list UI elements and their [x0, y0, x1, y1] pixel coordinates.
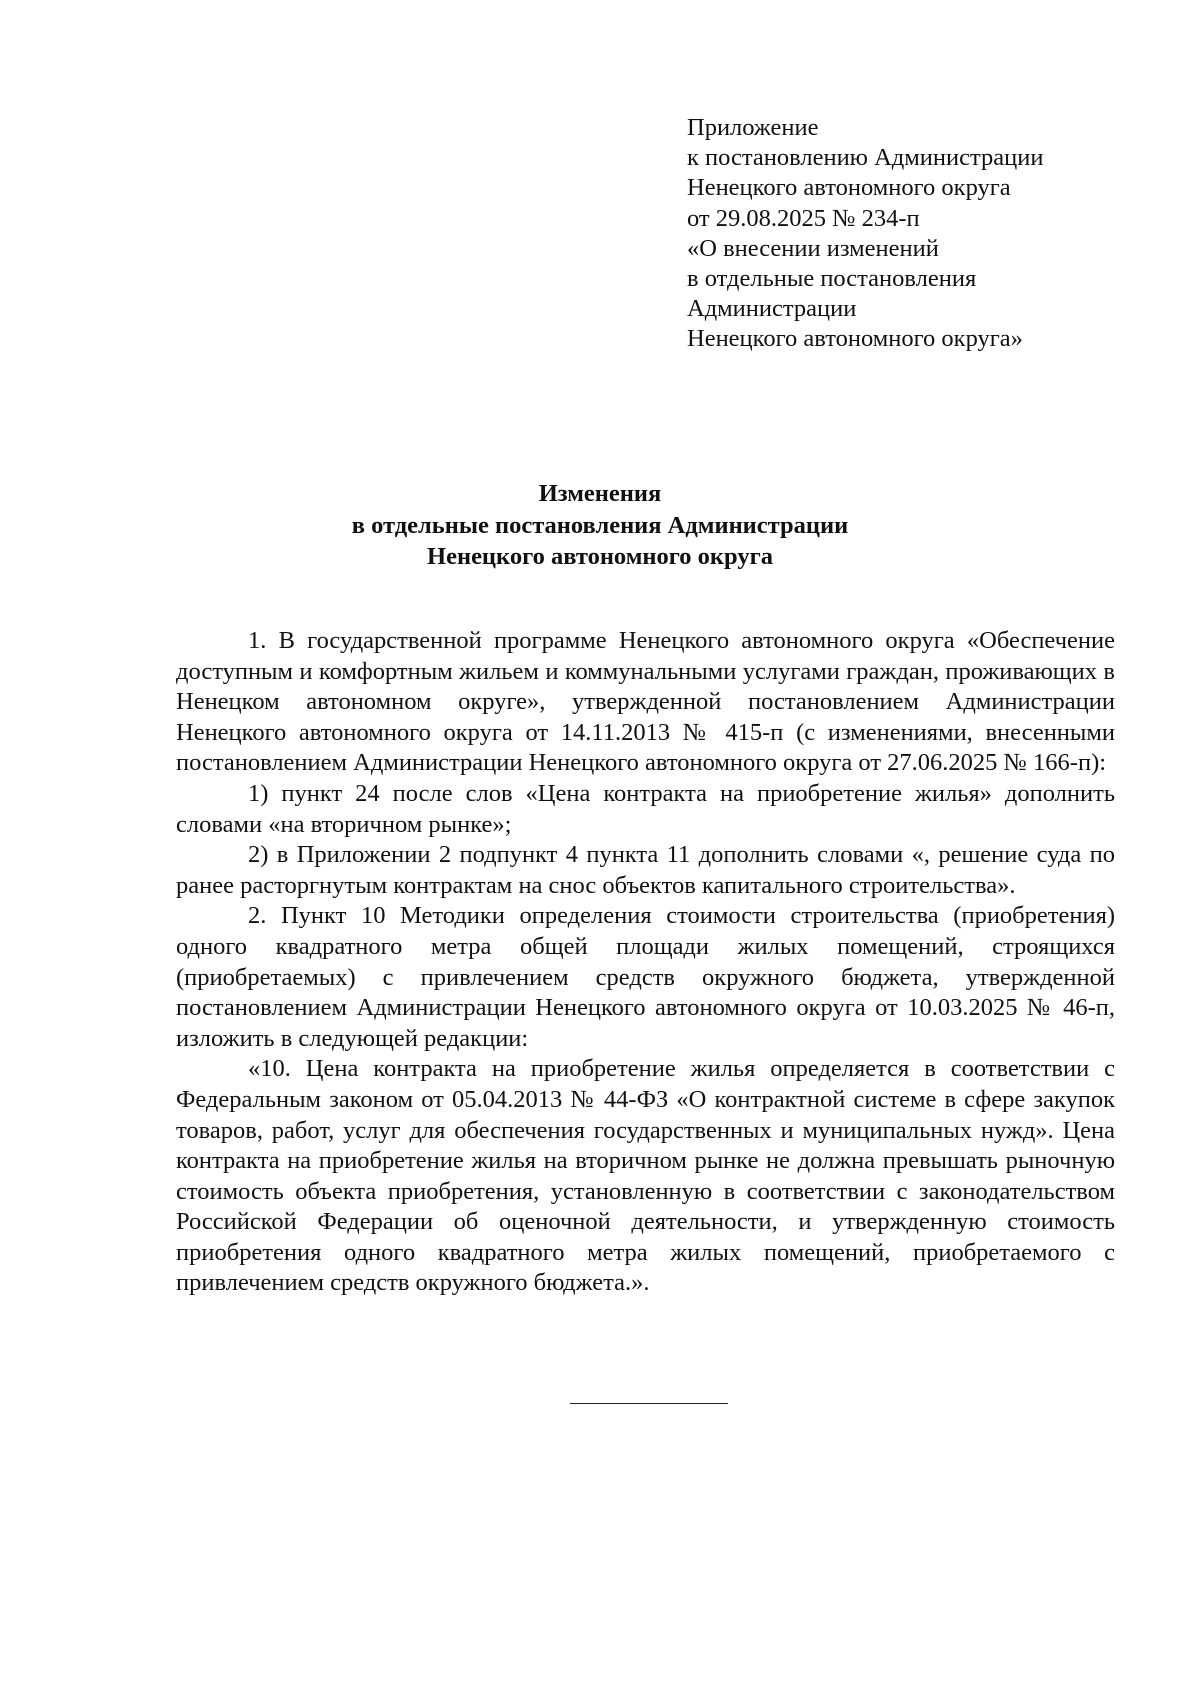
body-paragraph: «10. Цена контракта на приобретение жилья определяется в соответствии с Федеральным законом от 05.04.2013 № 44-ФЗ «О контрактной системе в сфере закупок товаров, работ, услуг для обеспечения государственных и муниципальных нужд». Цена контракта на приобретение жилья на вторичном рынке не должна превышать рыночную стоимость объекта приобретения, установленную в соответствии с законодательством Российской Федерации об оценочной деятельности, и утвержденную стоимость приобретения одного квадратного метра жилых помещений, приобретаемого с привлечением средств окружного бюджета.». [176, 1055, 1115, 1297]
appendix-line: Приложение [687, 114, 819, 141]
document-title [0, 478, 1200, 573]
appendix-line: Администрации [687, 295, 857, 323]
appendix-line: к постановлению Администрации [687, 144, 1044, 172]
appendix-line: Ненецкого автономного округа [687, 174, 1011, 202]
appendix-line: в отдельные постановления [687, 265, 977, 293]
body-paragraph: 1) пункт 24 после слов «Цена контракта на приобретение жилья» дополнить словами «на вторичном рынке»; [176, 779, 1115, 838]
appendix-line: от 29.08.2025 № 234-п [687, 204, 920, 232]
appendix-line: «О внесении изменений [687, 234, 939, 262]
title-line: Ненецкого автономного округа [427, 543, 773, 570]
title-line: Изменения [538, 480, 662, 507]
body-paragraph: 2. Пункт 10 Методики определения стоимости строительства (приобретения) одного квадратного метра общей площади жилых помещений, строящихся (приобретаемых) с привлечением средств окружного бюджета, утвержденной постановлением Администрации Ненецкого автономного округа от 10.03.2025 № 46-п, изложить в следующей редакции: [176, 902, 1115, 1052]
body-paragraph: 1. В государственной программе Ненецкого автономного округа «Обеспечение доступным и комфортным жильем и коммунальными услугами граждан, проживающих в Ненецком автономном округе», утвержденной постановлением Администрации Ненецкого автономного округа от 14.11.2013 № 415-п (с изменениями, внесенными постановлением Администрации Ненецкого автономного округа от 27.06.2025 № 166-п): [176, 627, 1115, 777]
appendix-header [687, 113, 1043, 355]
end-divider [570, 1403, 728, 1404]
appendix-line: Ненецкого автономного округа» [687, 325, 1023, 353]
document-body [176, 626, 1115, 1299]
title-line: в отдельные постановления Администрации [351, 511, 849, 539]
body-paragraph: 2) в Приложении 2 подпункт 4 пункта 11 дополнить словами «, решение суда по ранее расторгнутым контрактам на снос объектов капитального строительства». [176, 841, 1115, 899]
